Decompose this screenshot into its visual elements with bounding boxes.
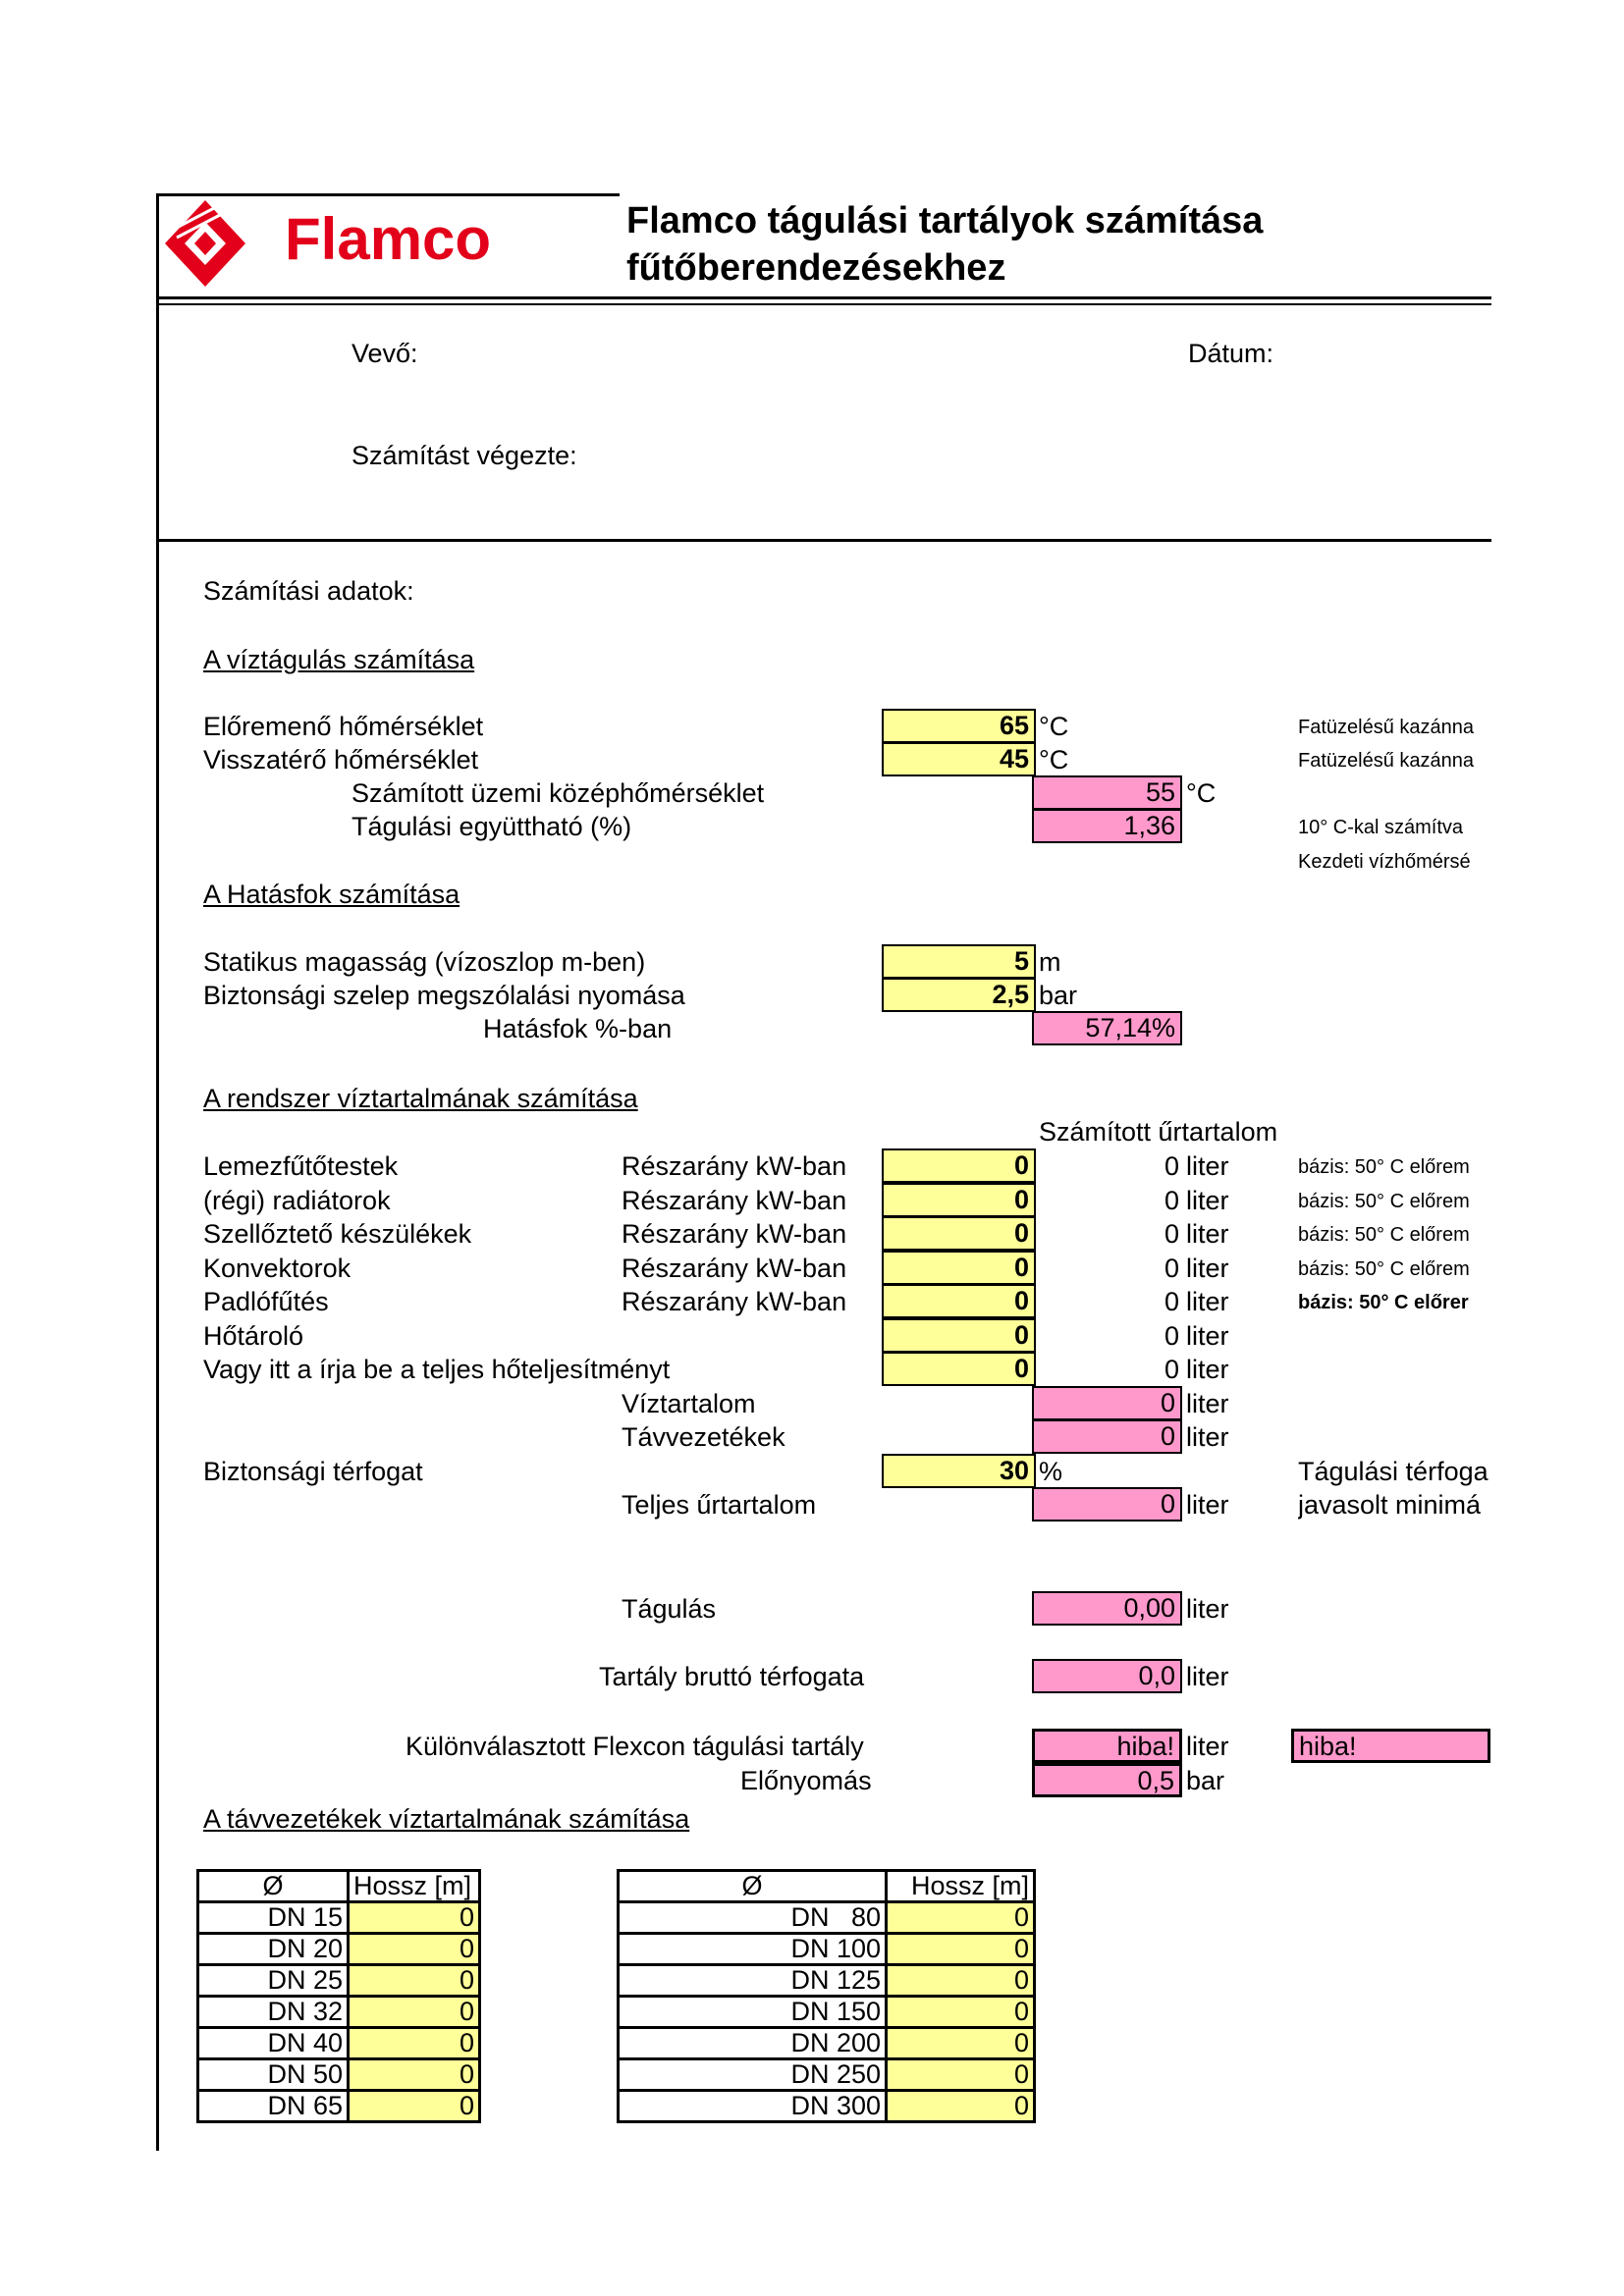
- system-row-input[interactable]: 0: [882, 1352, 1036, 1386]
- system-row-input[interactable]: 0: [882, 1284, 1036, 1318]
- expansion-result-unit: liter: [1186, 1594, 1229, 1624]
- system-row-unit: liter: [1186, 1287, 1229, 1316]
- system-row-volume: 0: [1164, 1321, 1179, 1351]
- system-row-unit: liter: [1186, 1219, 1229, 1249]
- system-row-unit: liter: [1186, 1321, 1229, 1351]
- expansion-heading: A víztágulás számítása: [203, 645, 475, 674]
- system-row-unit: liter: [1186, 1186, 1229, 1215]
- system-row-label: Vagy itt a írja be a teljes hőteljesítményt: [203, 1355, 671, 1384]
- efficiency-pct-label: Hatásfok %-ban: [483, 1014, 673, 1043]
- system-row-volume: 0: [1164, 1287, 1179, 1316]
- mean-temp-output: 55: [1032, 775, 1182, 810]
- pipe-length-input[interactable]: 0: [887, 1965, 1035, 1997]
- system-row-note: bázis: 50° C előrem: [1298, 1258, 1470, 1280]
- gross-volume-unit: liter: [1186, 1662, 1229, 1691]
- efficiency-pct-output: 57,14%: [1032, 1011, 1182, 1045]
- system-row-note: bázis: 50° C előrer: [1298, 1292, 1469, 1313]
- pipe-length-input[interactable]: 0: [349, 2059, 480, 2091]
- total-volume-label: Teljes űrtartalom: [622, 1490, 817, 1520]
- pipe-diameter: DN 40: [198, 2028, 349, 2059]
- page-title-line2: fűtőberendezésekhez: [626, 247, 1006, 289]
- gross-volume-output: 0,0: [1032, 1659, 1182, 1693]
- water-content-label: Víztartalom: [622, 1389, 756, 1418]
- safety-volume-input[interactable]: 30: [882, 1454, 1036, 1488]
- pipe-diameter: DN 50: [198, 2059, 349, 2091]
- pipe-length-input[interactable]: 0: [349, 1902, 480, 1934]
- pipelines-unit: liter: [1186, 1422, 1229, 1452]
- pipe-length-input[interactable]: 0: [349, 1965, 480, 1997]
- pipe-diameter: DN 200: [619, 2028, 887, 2059]
- coefficient-note1: 10° C-kal számítva: [1298, 817, 1464, 838]
- system-row-share: Részarány kW-ban: [622, 1254, 847, 1283]
- pipe-row: [198, 1934, 480, 1965]
- pipe-diameter: DN 100: [619, 1934, 887, 1965]
- prepressure-unit: bar: [1186, 1766, 1225, 1795]
- flow-temp-note: Fatüzelésű kazánna: [1298, 717, 1475, 738]
- system-row-share: Részarány kW-ban: [622, 1186, 847, 1215]
- water-content-output: 0: [1032, 1386, 1182, 1420]
- pipe-row: [619, 2091, 1035, 2122]
- diameter-header: Ø: [198, 1871, 349, 1902]
- gross-volume-label: Tartály bruttó térfogata: [599, 1662, 865, 1691]
- header-double-line-1: [156, 296, 1491, 299]
- flexcon-unit: liter: [1186, 1732, 1229, 1761]
- customer-label: Vevő:: [352, 339, 418, 368]
- calculated-by-label: Számítást végezte:: [352, 441, 577, 470]
- coefficient-label: Tágulási együttható (%): [352, 812, 632, 841]
- static-height-label: Statikus magasság (vízoszlop m-ben): [203, 947, 646, 977]
- pipe-row: [198, 2091, 480, 2122]
- safety-valve-unit: bar: [1039, 981, 1078, 1010]
- pipe-length-input[interactable]: 0: [349, 1934, 480, 1965]
- safety-volume-note: Tágulási térfoga: [1298, 1457, 1489, 1486]
- flamco-logo: [165, 200, 245, 287]
- system-row-label: Szellőztető készülékek: [203, 1219, 472, 1249]
- flow-temp-input[interactable]: 65: [882, 709, 1036, 743]
- system-row-label: (régi) radiátorok: [203, 1186, 391, 1215]
- coefficient-note2: Kezdeti vízhőmérsé: [1298, 851, 1471, 873]
- safety-valve-input[interactable]: 2,5: [882, 978, 1036, 1012]
- pipe-row: [198, 1965, 480, 1997]
- length-header: Hossz [m]: [349, 1871, 480, 1902]
- system-row-input[interactable]: 0: [882, 1216, 1036, 1251]
- safety-volume-unit: %: [1039, 1457, 1063, 1486]
- pipe-length-input[interactable]: 0: [887, 1934, 1035, 1965]
- system-row-volume: 0: [1164, 1219, 1179, 1249]
- info-bottom-line: [156, 539, 1491, 542]
- pipes-table-left: [196, 1869, 481, 2123]
- efficiency-heading: A Hatásfok számítása: [203, 880, 460, 909]
- system-row-note: bázis: 50° C előrem: [1298, 1191, 1470, 1212]
- calc-volume-header: Számított űrtartalom: [1039, 1117, 1278, 1147]
- pipe-row: [619, 1902, 1035, 1934]
- system-row-label: Konvektorok: [203, 1254, 352, 1283]
- flamco-logo-icon: [165, 200, 245, 287]
- system-row-unit: liter: [1186, 1355, 1229, 1384]
- pipe-row: [198, 2059, 480, 2091]
- pipe-row: [619, 1934, 1035, 1965]
- system-row-input[interactable]: 0: [882, 1318, 1036, 1353]
- pipelines-calc-heading: A távvezetékek víztartalmának számítása: [203, 1804, 690, 1834]
- prepressure-label: Előnyomás: [740, 1766, 872, 1795]
- pipe-length-input[interactable]: 0: [349, 2091, 480, 2122]
- pipe-row: [198, 1902, 480, 1934]
- system-row-label: Lemezfűtőtestek: [203, 1151, 399, 1181]
- system-row-unit: liter: [1186, 1254, 1229, 1283]
- coefficient-output: 1,36: [1032, 809, 1182, 843]
- return-temp-unit: °C: [1039, 745, 1069, 774]
- pipe-row: [619, 2059, 1035, 2091]
- pipelines-output: 0: [1032, 1419, 1182, 1454]
- mean-temp-unit: °C: [1186, 778, 1217, 808]
- prepressure-output: 0,5: [1032, 1763, 1182, 1797]
- safety-valve-label: Biztonsági szelep megszólalási nyomása: [203, 981, 685, 1010]
- total-volume-unit: liter: [1186, 1490, 1229, 1520]
- system-row-unit: liter: [1186, 1151, 1229, 1181]
- system-row-note: bázis: 50° C előrem: [1298, 1156, 1470, 1178]
- pipe-length-input[interactable]: 0: [887, 1902, 1035, 1934]
- header-double-line-2: [156, 303, 1491, 305]
- mean-temp-label: Számított üzemi középhőmérséklet: [352, 778, 765, 808]
- return-temp-label: Visszatérő hőmérséklet: [203, 745, 479, 774]
- pipelines-label: Távvezetékek: [622, 1422, 785, 1452]
- flexcon-label: Különválasztott Flexcon tágulási tartály: [406, 1732, 864, 1761]
- pipe-diameter: DN 32: [198, 1997, 349, 2028]
- left-border: [156, 193, 159, 2151]
- expansion-result-label: Tágulás: [622, 1594, 717, 1624]
- flexcon-output: hiba!: [1032, 1729, 1182, 1763]
- system-row-volume: 0: [1164, 1186, 1179, 1215]
- pipe-diameter: DN 250: [619, 2059, 887, 2091]
- pipe-length-input[interactable]: 0: [349, 2028, 480, 2059]
- system-row-volume: 0: [1164, 1254, 1179, 1283]
- pipe-row: [619, 1965, 1035, 1997]
- pipe-diameter: DN 150: [619, 1997, 887, 2028]
- pipe-length-input[interactable]: 0: [887, 2091, 1035, 2122]
- return-temp-input[interactable]: 45: [882, 742, 1036, 776]
- top-line-left: [156, 193, 620, 196]
- pipe-diameter: DN 65: [198, 2091, 349, 2122]
- pipe-diameter: DN 125: [619, 1965, 887, 1997]
- pipe-row: [198, 1997, 480, 2028]
- pipe-length-input[interactable]: 0: [887, 2028, 1035, 2059]
- system-row-input[interactable]: 0: [882, 1148, 1036, 1183]
- system-heading: A rendszer víztartalmának számítása: [203, 1084, 638, 1113]
- pipe-diameter: DN 80: [619, 1902, 887, 1934]
- pipe-row: [198, 2028, 480, 2059]
- system-row-label: Hőtároló: [203, 1321, 304, 1351]
- expansion-result-output: 0,00: [1032, 1591, 1182, 1626]
- system-row-volume: 0: [1164, 1355, 1179, 1384]
- pipe-diameter: DN 15: [198, 1902, 349, 1934]
- safety-volume-label: Biztonsági térfogat: [203, 1457, 423, 1486]
- pipe-length-input[interactable]: 0: [887, 1997, 1035, 2028]
- pipe-length-input[interactable]: 0: [349, 1997, 480, 2028]
- static-height-unit: m: [1039, 947, 1061, 977]
- system-row-label: Padlófűtés: [203, 1287, 329, 1316]
- flow-temp-label: Előremenő hőmérséklet: [203, 712, 484, 741]
- water-content-unit: liter: [1186, 1389, 1229, 1418]
- system-row-share: Részarány kW-ban: [622, 1151, 847, 1181]
- system-row-input[interactable]: 0: [882, 1251, 1036, 1285]
- system-row-share: Részarány kW-ban: [622, 1219, 847, 1249]
- pipe-diameter: DN 20: [198, 1934, 349, 1965]
- pipe-diameter: DN 25: [198, 1965, 349, 1997]
- total-volume-note: javasolt minimá: [1298, 1490, 1482, 1520]
- pipe-length-input[interactable]: 0: [887, 2059, 1035, 2091]
- system-row-share: Részarány kW-ban: [622, 1287, 847, 1316]
- logo-text: Flamco: [285, 206, 492, 272]
- return-temp-note: Fatüzelésű kazánna: [1298, 750, 1475, 772]
- system-row-volume: 0: [1164, 1151, 1179, 1181]
- flexcon-extra-output: hiba!: [1291, 1729, 1490, 1763]
- diameter-header: Ø: [619, 1871, 887, 1902]
- pipe-row: [619, 1997, 1035, 2028]
- date-label: Dátum:: [1188, 339, 1274, 368]
- system-row-input[interactable]: 0: [882, 1183, 1036, 1217]
- calc-data-label: Számítási adatok:: [203, 576, 414, 606]
- length-header: Hossz [m]: [887, 1871, 1035, 1902]
- page-title-line1: Flamco tágulási tartályok számítása: [626, 200, 1264, 241]
- pipe-row: [619, 2028, 1035, 2059]
- pipe-diameter: DN 300: [619, 2091, 887, 2122]
- flow-temp-unit: °C: [1039, 712, 1069, 741]
- static-height-input[interactable]: 5: [882, 944, 1036, 979]
- pipes-table-right: [617, 1869, 1036, 2123]
- system-row-note: bázis: 50° C előrem: [1298, 1224, 1470, 1246]
- total-volume-output: 0: [1032, 1487, 1182, 1522]
